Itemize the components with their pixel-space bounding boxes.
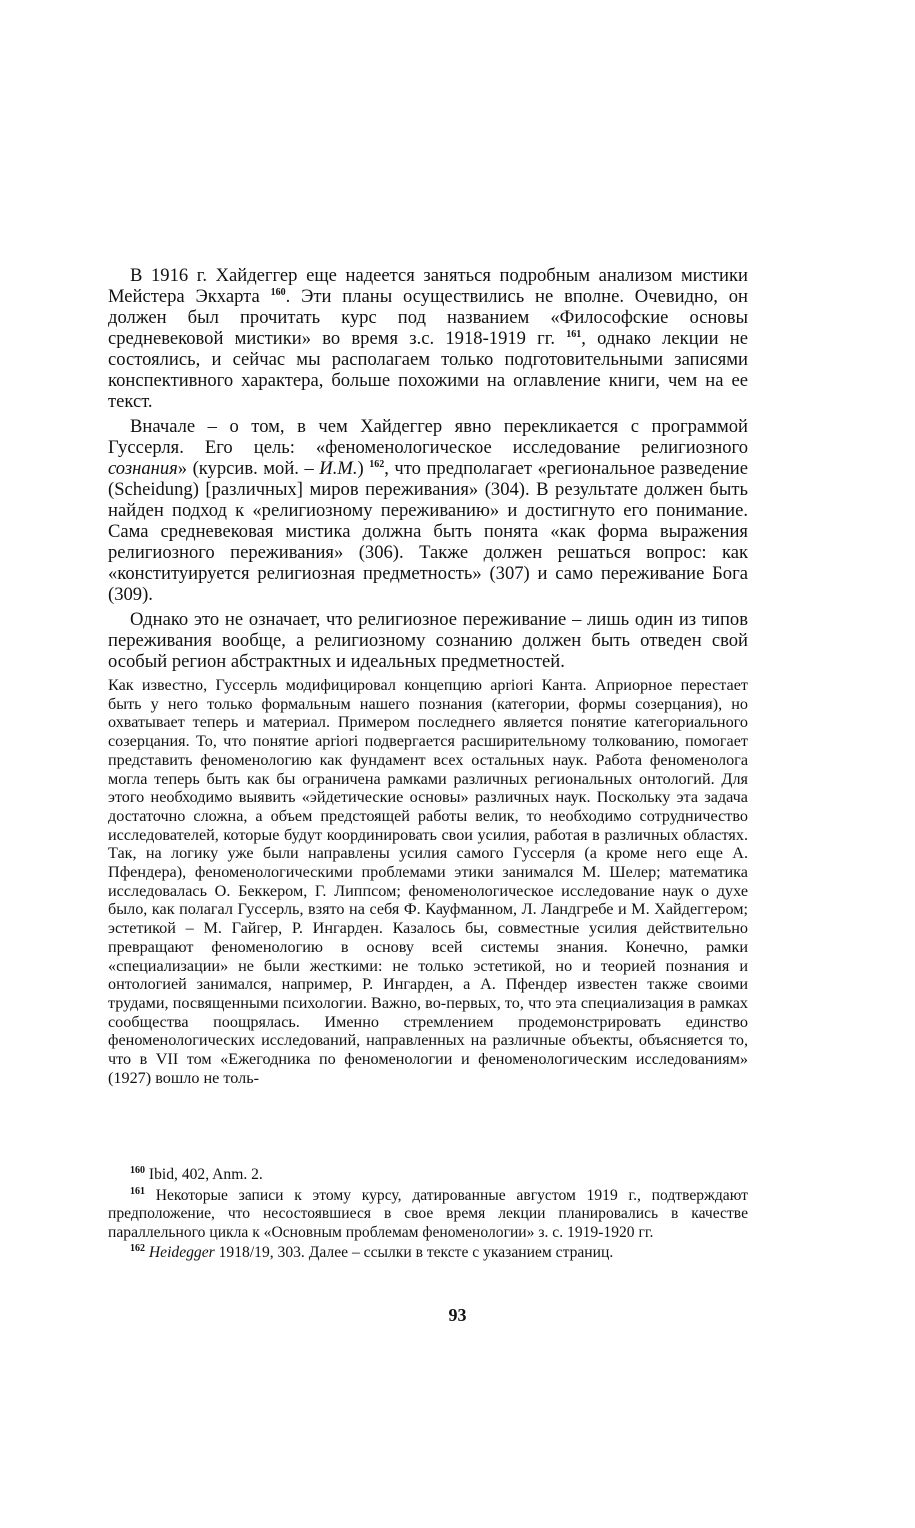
paragraph-1-text-a: В 1916 г. Хайдеггер еще надеется заняться подробным анализом мистики Мейстера Экхарта: [108, 265, 748, 307]
footnote-text: Некоторые записи к этому курсу, датированные августом 1919 г., подтверждают предположение, что несостоявшиеся в свое время лекции планировались в качестве параллельного цикла к «Основным проблемам феноменологии» з. с. 1919-1920 гг.: [108, 1186, 748, 1241]
paragraph-1-text-b: . Эти планы осуществились не вполне. Очевидно, он должен был прочитать курс под названием «Философские основы средневековой мистики» во время з.с. 1918-1919 гг.: [108, 286, 749, 349]
footnote-ref-160[interactable]: 160: [270, 286, 286, 298]
footnote-ref-162[interactable]: 162: [369, 458, 385, 470]
paragraph-2-text-b: » (курсив. мой. –: [177, 458, 320, 479]
paragraph-1: [108, 265, 748, 412]
footnote-162: [108, 1244, 748, 1263]
paragraph-4: Как известно, Гуссерль модифицировал концепцию apriori Канта. Априорное перестает быть у него только формальным нашего познания (категории, формы созерцания), но охватывает теперь и материал. Примером последнего является понятие категориального созерцания. То, что понятие apriori подвергается расширительному толкованию, помогает представить феноменологию как фундамент всех остальных наук. Работа феноменолога могла теперь быть как бы ограничена рамками различных региональных онтологий. Для этого необходимо выявить «эйдетические основы» различных наук. Поскольку эта задача достаточно сложна, а объем предстоящей работы велик, то необходимо сотрудничество исследователей, которые будут координировать свои усилия, работая в различных областях. Так, на логику уже были направлены усилия самого Гуссерля (а кроме него еще А. Пфендера), феноменологическими проблемами этики занимался М. Шелер; математика исследовалась О. Беккером, Г. Липпсом; феноменологическое исследование наук о духе было, как полагал Гуссерль, взято на себя Ф. Кауфманном, Л. Ландгребе и М. Хайдеггером; эстетикой – М. Гайгер, Р. Ингарден. Казалось бы, совместные усилия действительно превращают феноменологию в основу всей системы знания. Конечно, рамки «специализации» не были жесткими: не только эстетикой, но и теорией познания и онтологией занимался, например, Р. Ингарден, а А. Пфендер известен также своими трудами, посвященными психологии. Важно, во-первых, то, что эта специализация в рамках сообщества поощрялась. Именно стремлением продемонстрировать единство феноменологических исследований, направленных на различные объекты, объясняется то, что в VII том «Ежегодника по феноменологии и феноменологическим исследованиям» (1927) вошло не толь-: [108, 676, 748, 1087]
footnote-161: [108, 1187, 748, 1243]
page-number: 93: [448, 1305, 467, 1325]
footnote-author: Heidegger: [148, 1244, 215, 1261]
footnote-number: 162: [130, 1242, 145, 1254]
paragraph-2-italic-2: И.М.: [319, 458, 358, 479]
paragraph-2-text-a: Вначале – о том, в чем Хайдеггер явно перекликается с программой Гуссерля. Его цель: «феноменологическое исследование религиозного: [108, 416, 748, 458]
paragraph-3: Однако это не означает, что религиозное переживание – лишь один из типов переживания вообще, а религиозному сознанию должен быть отведен свой особый регион абстрактных и идеальных предметностей.: [108, 609, 748, 672]
footnotes: [108, 1166, 748, 1265]
footnote-text: Ibid, 402, Anm. 2.: [148, 1166, 263, 1183]
paragraph-2-text-d: , что предполагает «региональное разведение (Scheidung) [различных] миров переживания» (304). В результате должен быть найден подход к «религиозному переживанию» и достигнуто его понимание. Сама средневековая мистика должна быть понята «как форма выражения религиозного переживания» (306). Также должен решаться вопрос: как «конституируется религиозная предметность» (307) и само переживание Бога (309).: [108, 458, 748, 605]
footnote-text: 1918/19, 303. Далее – ссылки в тексте с указанием страниц.: [214, 1244, 614, 1261]
paragraph-2: [108, 416, 748, 605]
footnote-160: [108, 1166, 748, 1185]
footnote-number: 160: [130, 1164, 145, 1176]
footnote-ref-161[interactable]: 161: [566, 328, 582, 340]
paragraph-2-text-c: ): [357, 458, 364, 479]
footnote-number: 161: [130, 1185, 145, 1197]
paragraph-2-italic-1: сознания: [108, 458, 178, 479]
main-text: [108, 265, 748, 1087]
paragraph-1-text-c: , однако лекции не состоялись, и сейчас мы располагаем только подготовительными записями конспективного характера, больше похожими на оглавление книги, чем на ее текст.: [108, 328, 748, 412]
